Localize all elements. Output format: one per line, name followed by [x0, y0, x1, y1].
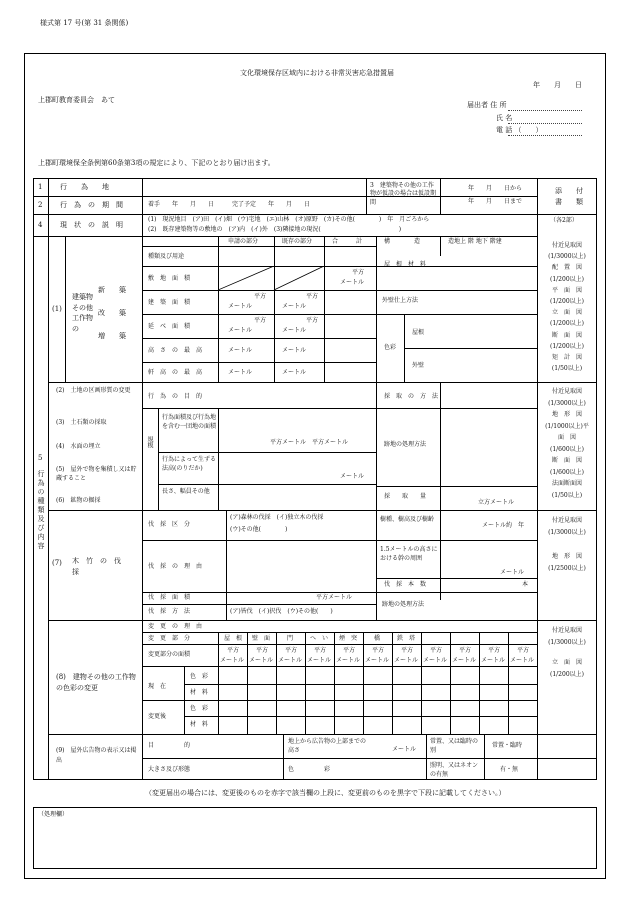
- address-label: 届出者 住 所: [467, 101, 507, 109]
- unit-b4: メートル: [307, 657, 332, 664]
- unit-fa-2b: メートル: [282, 327, 307, 334]
- disposal-label: 跡地の処理方法: [384, 441, 427, 448]
- unit-a9: 平方: [459, 647, 472, 654]
- row4-line2: (2) 既存建築物等の敷地の (ア)内 (イ)外 (3)隣接地の現況( ): [148, 226, 402, 233]
- s2-label: (2) 土地の区画形質の変更: [56, 387, 131, 394]
- ad-size-label: 大きさ及び形態: [148, 766, 191, 773]
- unit-b7: メートル: [394, 657, 419, 664]
- structure-floors: 造地上 階 地下 階建: [448, 238, 502, 245]
- attachments-note: （各2部）: [550, 217, 578, 224]
- unit-a4: 平方: [314, 647, 327, 654]
- area-label: 行為面積及び行為地を含む一団地の面積: [162, 414, 217, 430]
- cut-class-line1: (ア)森林の伐採 (イ)独立木の伐採: [230, 514, 324, 521]
- ad-color-label: 色 彩: [288, 766, 331, 773]
- part-wall: 壁 面: [252, 635, 271, 642]
- unit-b1: メートル: [220, 657, 245, 664]
- attach-list-4: 付近見取図 (1/3000以上) 立 面 図 (1/200以上): [548, 627, 586, 678]
- processing-label: （処理欄）: [38, 811, 69, 818]
- part-tower: 鉄 塔: [397, 635, 416, 642]
- attach-list-3: 付近見取図 (1/3000以上) 地 形 図 (1/2500以上): [548, 517, 586, 572]
- attach-list-2: 付近見取図 (1/3000以上) 地 形 図 (1/1000以上)平 面 図 (1/600以上) 断 面 図 (1/600以上) 法面断面図 (1/50以上): [545, 388, 589, 499]
- cut-area-label: 伐 採 面 積: [148, 594, 191, 601]
- name-field[interactable]: [508, 123, 582, 124]
- change-part-label: 変 更 部 分: [148, 635, 191, 642]
- unit-b2: メートル: [249, 657, 274, 664]
- row-floor-area: 延 べ 面 積: [148, 323, 191, 330]
- unit-a5: 平方: [343, 647, 356, 654]
- cut-reason-label: 伐 採 の 理 由: [148, 563, 203, 570]
- processing-box: [33, 807, 597, 869]
- unit-a6: 平方: [372, 647, 385, 654]
- unit-h-2: メートル: [282, 347, 307, 354]
- unit-fa-1a: 平方: [254, 317, 267, 324]
- row1-label: 行 為 地: [60, 183, 109, 191]
- amount-label: 採 取 量: [384, 493, 427, 500]
- unit-e-2: メートル: [282, 369, 307, 376]
- amount-unit: 立方メートル: [478, 499, 515, 506]
- ad-light-value[interactable]: 有・無: [500, 766, 519, 773]
- row1-no: 1: [38, 183, 43, 191]
- address-field[interactable]: [508, 110, 582, 111]
- section5-no: 5: [38, 454, 43, 462]
- addressee: 上郡町教育委員会 あて: [38, 96, 115, 104]
- row3-to: 年 月 日まで: [468, 198, 523, 205]
- ad-height-label: 地上から広告物の上部までの高さ: [288, 738, 367, 754]
- row2-label: 行 為 の 期 間: [60, 201, 123, 209]
- row3-from: 年 月 日から: [468, 185, 523, 192]
- unit-b3: メートル: [278, 657, 303, 664]
- s1-kind-extend: 増 築: [98, 332, 126, 340]
- name-label: 氏 名: [496, 114, 513, 122]
- color-roof: 屋根: [412, 329, 425, 336]
- species-unit: メートル約 年: [482, 522, 525, 529]
- row-building-area: 建 築 面 積: [148, 299, 191, 306]
- slope-height-label: 行為によって生ずる法高(のりだか): [162, 456, 217, 472]
- row-site-area: 敷 地 面 積: [148, 275, 191, 282]
- current-material: 材 料: [190, 689, 209, 696]
- phone-field[interactable]: [508, 135, 582, 136]
- area-units: 平方メートル 平方メートル: [270, 439, 349, 446]
- length-width-label: 長さ、幅員その他: [162, 488, 210, 495]
- row2-period: 着手 年 月 日 完了予定 年 月 日: [148, 201, 311, 208]
- unit-a2: 平方: [256, 647, 269, 654]
- unit-b5: メートル: [336, 657, 361, 664]
- ad-freq-label: 常置、又は臨時の別: [430, 738, 479, 754]
- disposal2-label: 跡地の処理方法: [382, 601, 425, 608]
- row3-label: 3 建築物その他の工作物が仮設の場合は仮設期間: [370, 182, 437, 206]
- after-color: 色 彩: [190, 705, 209, 712]
- cut-class-line2: (ウ)その他( ): [230, 526, 288, 533]
- unit-b8: メートル: [423, 657, 448, 664]
- after-label: 変更後: [148, 713, 167, 720]
- wall-finish-label: 外壁仕上方法: [382, 297, 419, 304]
- s5-label: (5) 屋外で物を集積し又は貯蔵すること: [56, 466, 137, 482]
- color-wall: 外壁: [412, 362, 425, 369]
- scale-label: 規模: [146, 436, 153, 448]
- unit-fa-1b: メートル: [228, 327, 253, 334]
- cut-count-unit: 本: [522, 581, 529, 588]
- attach-list-1: 付近見取図 (1/3000以上) 配 置 図 (1/200以上) 平 面 図 (1/200以上) 立 面 図 (1/200以上) 断 面 図 (1/200以上) 矩 計 図 (1/50以上): [548, 242, 586, 373]
- ad-freq-value[interactable]: 常置・臨時: [492, 742, 523, 749]
- unit-site-a: 平方: [352, 269, 365, 276]
- s1-no: (1): [52, 305, 62, 313]
- s1-label: 建築物その他工作物の: [72, 293, 93, 333]
- ad-purpose-label: 目 的: [148, 742, 191, 749]
- slope-height-unit: メートル: [340, 473, 365, 480]
- change-reason-label: 変 更 の 理 由: [148, 623, 203, 630]
- s1-kind-rebuild: 改 築: [98, 309, 126, 317]
- roof-material-label: 屋 根 材 料: [384, 261, 427, 268]
- unit-ba-1b: メートル: [228, 303, 253, 310]
- color-label: 色彩: [384, 344, 397, 351]
- attachments-label: 添 付 書 類: [555, 187, 597, 207]
- trunk-girth-unit: メートル: [500, 569, 525, 576]
- row-eave-height: 軒 高 の 最 高: [148, 369, 203, 376]
- part-chimney: 煙 突: [339, 635, 358, 642]
- col-applied: 申請の部分: [228, 238, 259, 245]
- unit-ba-2b: メートル: [282, 303, 307, 310]
- s9-label: (9) 屋外広告物の表示又は掲出: [56, 747, 137, 764]
- section5-title: 行為の種類及び内容: [37, 470, 45, 551]
- s6-label: (6) 鉱物の掘採: [56, 497, 101, 504]
- change-area-label: 変更部分の面積: [148, 651, 191, 658]
- row-max-height: 高 さ の 最 高: [148, 347, 203, 354]
- unit-ba-1a: 平方: [254, 293, 267, 300]
- row4-label: 現 状 の 説 明: [60, 221, 123, 229]
- unit-a1: 平方: [227, 647, 240, 654]
- s7-label: 木 竹 の 伐 採: [72, 557, 128, 577]
- part-bridge: 橋: [374, 635, 381, 642]
- after-material: 材 料: [190, 721, 209, 728]
- species-label: 樹種、樹高及び樹齢: [380, 516, 435, 523]
- cut-class-label: 伐 採 区 分: [148, 521, 191, 528]
- cut-method-label: 伐 採 方 法: [148, 608, 191, 615]
- form-number: 様式第 17 号(第 31 条関係): [40, 19, 129, 27]
- unit-fa-2a: 平方: [306, 317, 319, 324]
- unit-a3: 平方: [285, 647, 298, 654]
- current-label: 現 在: [148, 683, 167, 690]
- s1-kind-new: 新 築: [98, 286, 126, 294]
- s8-label: (8) 建物その他の工作物の色彩の変更: [56, 673, 136, 693]
- submission-date: 年 月 日: [533, 81, 582, 89]
- footnote: （変更届出の場合には、変更後のものを赤字で該当欄の上段に、変更前のものを黒字で下段に記載してください。）: [145, 789, 506, 797]
- form-title: 文化環境保存区域内における非常災害応急措置届: [240, 69, 394, 77]
- part-gate: 門: [287, 635, 294, 642]
- unit-e-1: メートル: [228, 369, 253, 376]
- ad-height-unit: メートル: [392, 746, 417, 753]
- unit-a10: 平方: [488, 647, 501, 654]
- unit-b11: メートル: [510, 657, 535, 664]
- unit-a8: 平方: [430, 647, 443, 654]
- cut-count-label: 伐 採 本 数: [384, 581, 427, 588]
- unit-h-1: メートル: [228, 347, 253, 354]
- s3-label: (3) 土石類の採取: [56, 419, 107, 426]
- unit-b10: メートル: [481, 657, 506, 664]
- current-color: 色 彩: [190, 673, 209, 680]
- unit-a7: 平方: [401, 647, 414, 654]
- row-type-use: 種類及び用途: [148, 253, 185, 260]
- row4-line1: (1) 現況地目 (ア)田 (イ)畑 (ウ)宅地 (エ)山林 (オ)原野 (カ)その他( ) 年 月ごろから: [148, 216, 430, 223]
- unit-site-b: メートル: [340, 279, 365, 286]
- ad-light-label: 照明、又はネオンの有無: [430, 762, 479, 778]
- unit-b9: メートル: [452, 657, 477, 664]
- intro-text: 上郡町環境保全条例第60条第3項の規定により、下記のとおり届け出ます。: [38, 159, 275, 167]
- cut-method-value: (ア)皆伐 (イ)択伐 (ウ)その他( ): [230, 608, 333, 615]
- row4-no: 4: [38, 221, 43, 229]
- phone-label: 電 話 （ ）: [496, 126, 543, 134]
- col-total: 合 計: [332, 238, 363, 245]
- cut-area-unit: 平方メートル: [316, 594, 353, 601]
- row2-no: 2: [38, 201, 43, 209]
- unit-ba-2a: 平方: [306, 293, 319, 300]
- unit-b6: メートル: [365, 657, 390, 664]
- site-area-strike: [218, 266, 324, 290]
- s7-no: (7): [52, 559, 62, 567]
- structure-label: 構 造: [384, 238, 421, 245]
- s4-label: (4) 水面の埋立: [56, 443, 101, 450]
- purpose-label: 行 為 の 目 的: [148, 393, 203, 400]
- col-existing: 既存の部分: [282, 238, 313, 245]
- part-roof: 屋 根: [224, 635, 243, 642]
- part-fence: へ い: [310, 635, 329, 642]
- unit-a11: 平方: [517, 647, 530, 654]
- trunk-girth-label: 1.5メートルの高さにおける幹の周囲: [380, 546, 438, 562]
- collect-method-label: 採 取 の 方 法: [384, 393, 439, 400]
